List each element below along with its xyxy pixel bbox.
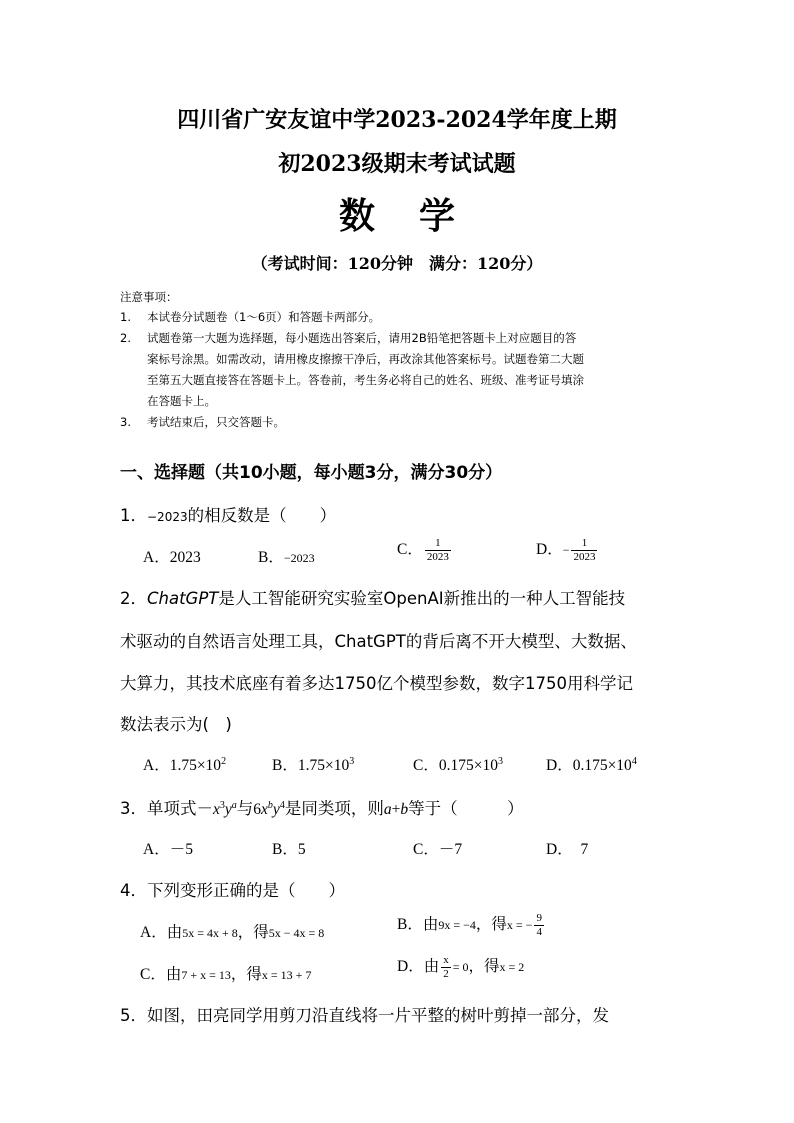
question-text: 亿个模型参数，数字: [376, 674, 525, 693]
numerator: 9: [536, 912, 542, 924]
question-5: [120, 1002, 609, 1026]
equation: 5x − 4x = 8: [268, 926, 325, 940]
question-2-line-3: [120, 670, 633, 694]
number-1750: 1750: [334, 674, 377, 693]
option-a: A．2023: [143, 549, 201, 566]
note-number: 3.: [120, 415, 131, 429]
equation: 5x = 4x + 8: [182, 926, 238, 940]
question-text: 大算力，其技术底座有着多达: [120, 674, 335, 693]
note-item-3: [120, 412, 285, 433]
option-c: [397, 537, 453, 564]
fraction: [425, 537, 451, 564]
exponent: 3: [497, 755, 503, 767]
option-text: ，得: [237, 924, 269, 941]
option-text: C．0.175×10: [413, 757, 498, 774]
question-text: 用科学记: [567, 674, 633, 693]
option-a: [140, 920, 324, 942]
note-line: 考试结束后，只交答题卡。: [147, 415, 285, 429]
question-2-line-2: [120, 628, 637, 652]
equation: x = −: [506, 918, 533, 933]
option-text: B．由: [397, 916, 439, 934]
denominator: 4: [536, 926, 542, 938]
note-line: 试题卷第一大题为选择题，每小题选出答案后，请用2B铅笔把答题卡上对应题目的答: [147, 331, 577, 345]
exam-title-line2: 初2023级期末考试试题: [278, 151, 516, 177]
exam-info: （考试时间：120分钟 满分：120分）: [251, 254, 543, 273]
term-chatgpt: ChatGPT: [334, 632, 406, 651]
denominator: 2023: [426, 551, 449, 563]
exam-title-line1: 四川省广安友谊中学2023-2024学年度上期: [177, 107, 617, 133]
monomial-2: $6x^by^4$: [253, 799, 285, 818]
note-line: 在答题卡上。: [147, 394, 216, 408]
question-text: 等于（ ）: [408, 799, 524, 818]
option-a: [143, 753, 226, 775]
question-number: 5．: [120, 1006, 147, 1025]
note-number: 1.: [120, 310, 131, 324]
term-openai: OpenAI: [383, 589, 444, 608]
equation: 7 + x = 13: [181, 968, 231, 982]
exponent: 2: [221, 755, 227, 767]
option-label: D．: [536, 541, 563, 559]
option-text: A．由: [140, 924, 183, 941]
question-text: 如图，田亮同学用剪刀沿直线将一片平整的树叶剪掉一部分，发: [147, 1006, 609, 1025]
numerator: 1: [435, 537, 441, 549]
question-1: [120, 502, 336, 526]
option-d: [546, 753, 637, 775]
question-text: 术驱动的自然语言处理工具，: [120, 632, 335, 651]
numerator: x: [443, 954, 449, 966]
fraction: [571, 537, 597, 564]
expression-a-plus-b: a+b: [383, 801, 409, 818]
option-b: [397, 912, 546, 939]
note-number: 2.: [120, 331, 131, 345]
numerator: 1: [581, 537, 588, 549]
option-b: [272, 753, 354, 775]
number-1750: 1750: [525, 674, 567, 693]
option-text: ，得: [230, 966, 262, 983]
math-expression: −2023: [147, 510, 188, 524]
note-item-1: [120, 307, 380, 328]
option-text: D．0.175×10: [546, 757, 632, 774]
option-c: C．－7: [413, 841, 463, 858]
question-text: 是人工智能研究实验室: [218, 589, 384, 608]
question-2-line-1: [120, 585, 625, 609]
option-b: [258, 545, 315, 567]
option-text: C．由: [140, 966, 182, 983]
equation: x = 13 + 7: [261, 968, 312, 982]
question-text: 的背后离不开大模型、大数据、: [405, 632, 637, 651]
equation: x = 2: [499, 960, 525, 975]
option-text: A．1.75×10: [143, 757, 222, 774]
notes-heading: 注意事项：: [120, 290, 178, 304]
exponent: 4: [631, 755, 637, 767]
monomial-1: $x^3y^a$: [213, 799, 237, 818]
option-value: −2023: [283, 551, 315, 565]
note-line: 至第五大题直接答在答题卡上。答卷前，考生务必将自己的姓名、班级、准考证号填涂: [147, 373, 584, 387]
question-text: 与: [236, 799, 254, 818]
option-c: [413, 753, 503, 775]
option-text: D．由: [397, 958, 440, 976]
option-b: B．5: [272, 841, 306, 858]
question-3: [120, 795, 524, 819]
option-d: D． 7: [546, 841, 589, 858]
fraction: [441, 954, 451, 981]
question-text: 新推出的一种人工智能技: [443, 589, 626, 608]
question-number: 3．: [120, 799, 147, 818]
option-text: ，得: [468, 958, 500, 976]
question-4: [120, 877, 345, 901]
option-c: [140, 962, 311, 984]
question-number: 4．: [120, 881, 147, 900]
subject-title: 数学: [338, 195, 499, 237]
option-label: C．: [397, 541, 423, 559]
fraction: [534, 912, 544, 939]
section-heading: 一、选择题（共10小题，每小题3分，满分30分）: [120, 463, 503, 483]
equation: 9x = −4: [438, 918, 476, 933]
option-a: A．－5: [143, 841, 193, 858]
option-label: B．: [258, 549, 284, 566]
denominator: 2: [443, 968, 449, 980]
option-d: [536, 537, 599, 564]
minus-sign: −: [562, 543, 570, 558]
question-text: 的相反数是（ ）: [187, 506, 337, 525]
option-text: ，得: [475, 916, 507, 934]
note-line: 案标号涂黑。如需改动，请用橡皮擦擦干净后，再改涂其他答案标号。试题卷第二大题: [147, 352, 584, 366]
equation: = 0: [452, 960, 469, 975]
term-chatgpt: ChatGPT: [147, 589, 219, 608]
question-text: 是同类项，则: [284, 799, 384, 818]
option-d: [397, 954, 524, 981]
note-item-2: [120, 328, 576, 349]
question-text: 下列变形正确的是（ ）: [147, 881, 345, 900]
note-line: 本试卷分试题卷（1～6页）和答题卡两部分。: [147, 310, 381, 324]
question-text: 单项式－: [147, 799, 213, 818]
option-text: B．1.75×10: [272, 757, 350, 774]
question-2-line-4: 数法表示为( ): [120, 715, 232, 734]
question-number: 1．: [120, 506, 147, 525]
question-number: 2．: [120, 589, 147, 608]
exponent: 3: [349, 755, 355, 767]
denominator: 2023: [573, 551, 596, 563]
